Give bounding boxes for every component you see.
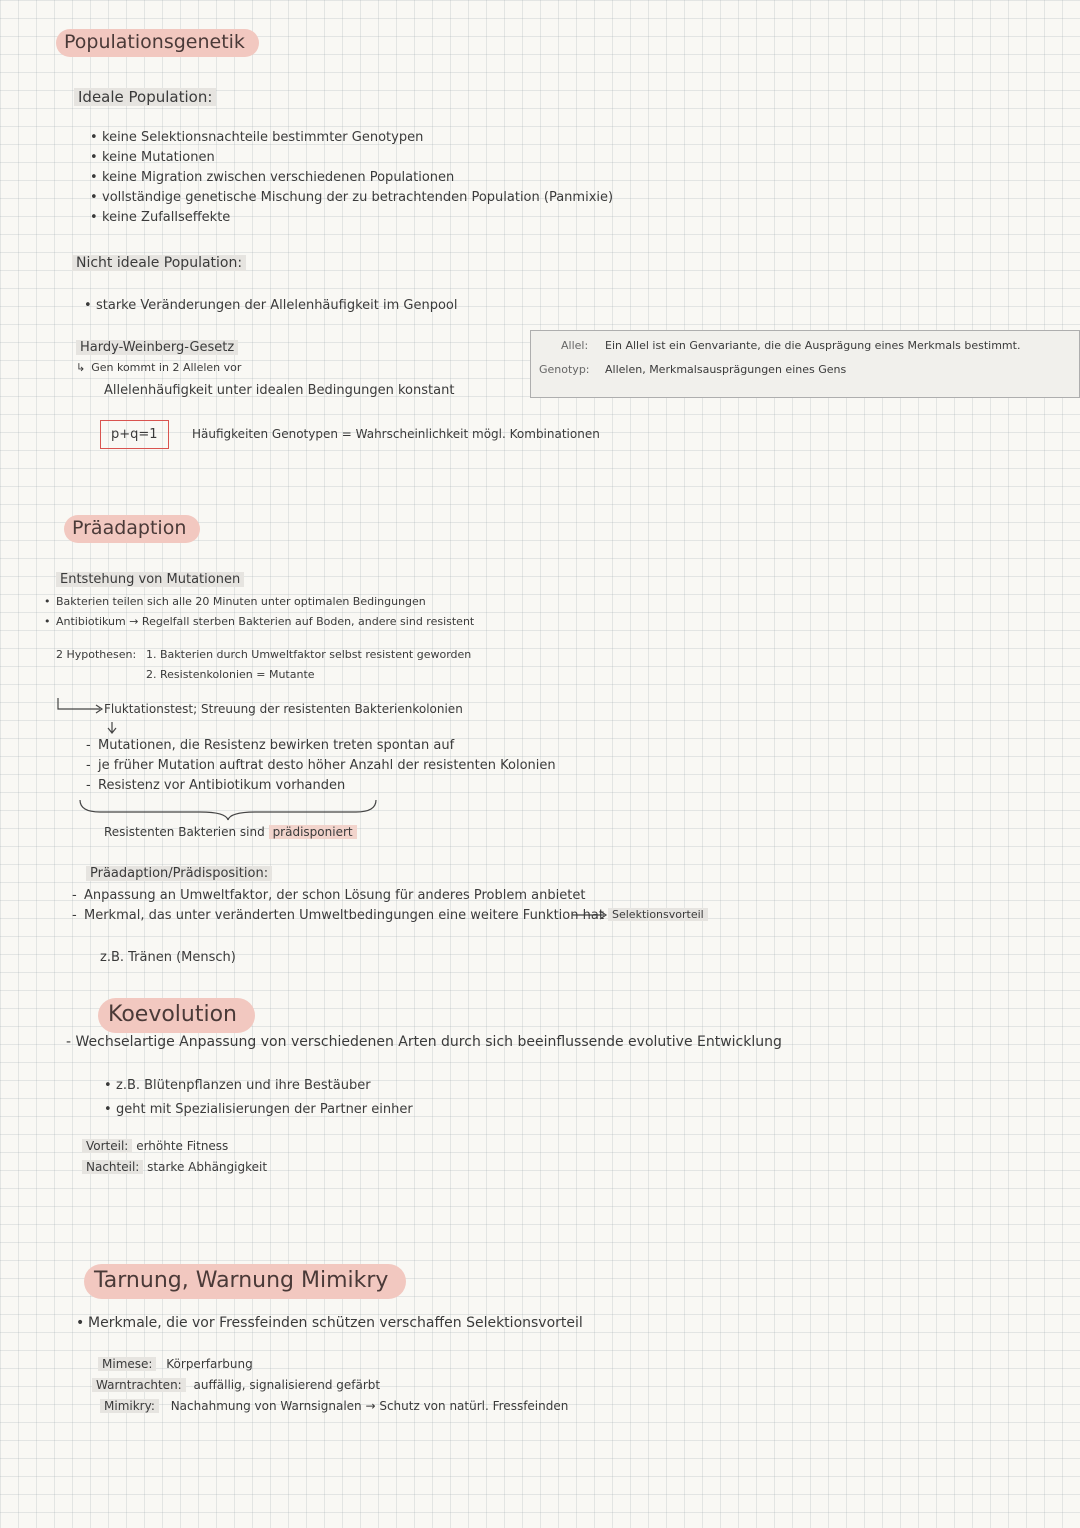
- definition-text-allel: Ein Allel ist ein Genvariante, die die Ausprägung eines Merkmals bestimmt.: [605, 339, 1021, 352]
- list-item: • geht mit Spezialisierungen der Partner einher: [104, 1098, 413, 1122]
- list-item: • keine Zufallseffekte: [90, 208, 613, 228]
- nachteil-text: starke Abhängigkeit: [147, 1160, 268, 1174]
- hypothese-1: 1. Bakterien durch Umweltfaktor selbst resistent geworden: [146, 648, 472, 661]
- definition-term-genotyp: Genotyp:: [539, 363, 590, 376]
- ideale-population-heading: Ideale Population:: [74, 88, 216, 106]
- section-title-populationsgenetik: Populationsgenetik: [56, 29, 259, 57]
- list-item: • vollständige genetische Mischung der zu betrachtenden Population (Panmixie): [90, 188, 613, 208]
- formula-note: Häufigkeiten Genotypen = Wahrscheinlichkeit mögl. Kombinationen: [192, 427, 600, 441]
- vorteil-label: Vorteil:: [82, 1139, 132, 1153]
- nicht-ideale-population-heading: Nicht ideale Population:: [72, 255, 246, 271]
- praedisposition-heading: Präadaption/Prädisposition:: [86, 866, 272, 881]
- hardy-line-gen-text: Gen kommt in 2 Allelen vor: [91, 361, 242, 374]
- entstehung-heading: Entstehung von Mutationen: [56, 572, 244, 587]
- term-label: Mimikry:: [100, 1399, 159, 1413]
- list-item: • starke Veränderungen der Allelenhäufigkeit im Genpool: [84, 296, 457, 316]
- definition-term-allel: Allel:: [561, 339, 589, 352]
- fazit-text: Resistenten Bakterien sind: [104, 825, 265, 839]
- list-item: • Merkmale, die vor Fressfeinden schützen verschaffen Selektionsvorteil: [76, 1313, 583, 1333]
- tarnung-intro-list: [76, 1313, 583, 1333]
- selektionsvorteil-label: Selektionsvorteil: [608, 908, 708, 921]
- term-mimikry: [100, 1399, 568, 1413]
- koevolution-vorteil: [82, 1139, 228, 1153]
- list-item: • Antibiotikum → Regelfall sterben Bakterien auf Boden, andere sind resistent: [44, 612, 474, 632]
- nachteil-label: Nachteil:: [82, 1160, 143, 1174]
- hypothesen-label: 2 Hypothesen:: [56, 648, 137, 661]
- fluktuationstest-line: Fluktationstest; Streuung der resistenten Bakterienkolonien: [104, 702, 463, 716]
- koevolution-list: [104, 1074, 413, 1122]
- term-label: Mimese:: [98, 1357, 156, 1371]
- hardy-line-konstant: Allelenhäufigkeit unter idealen Bedingungen konstant: [104, 383, 455, 398]
- list-item: • z.B. Blütenpflanzen und ihre Bestäuber: [104, 1074, 413, 1098]
- term-label: Warntrachten:: [92, 1378, 186, 1392]
- praedisposition-list: [72, 886, 604, 926]
- list-item: - Merkmal, das unter veränderten Umweltbedingungen eine weitere Funktion hat: [72, 906, 604, 926]
- koevolution-definition: - Wechselartige Anpassung von verschiedenen Arten durch sich beeinflussende evolutive Entwicklung: [66, 1034, 782, 1050]
- term-warntrachten: [92, 1378, 380, 1392]
- arrow-hook-icon: ↳: [76, 361, 86, 374]
- fluktuation-list: [86, 736, 556, 796]
- section-title-praeadaption: Präadaption: [64, 515, 200, 543]
- term-mimese: [98, 1357, 253, 1371]
- term-text: Nachahmung von Warnsignalen → Schutz von natürl. Fressfeinden: [170, 1399, 569, 1413]
- list-item: • keine Selektionsnachteile bestimmter Genotypen: [90, 128, 613, 148]
- list-item: • Bakterien teilen sich alle 20 Minuten unter optimalen Bedingungen: [44, 592, 474, 612]
- formula-box: p+q=1: [100, 420, 169, 449]
- list-item: • keine Mutationen: [90, 148, 613, 168]
- list-item: - Mutationen, die Resistenz bewirken treten spontan auf: [86, 736, 556, 756]
- list-item: - je früher Mutation auftrat desto höher Anzahl der resistenten Kolonien: [86, 756, 556, 776]
- fazit-line: [104, 825, 357, 839]
- section-title-tarnung: Tarnung, Warnung Mimikry: [84, 1264, 406, 1299]
- list-item: - Resistenz vor Antibiotikum vorhanden: [86, 776, 556, 796]
- term-text: Körperfarbung: [166, 1357, 253, 1371]
- koevolution-definition-text: Wechselartige Anpassung von verschiedenen Arten durch sich beeinflussende evolutive Entwicklung: [75, 1034, 782, 1050]
- koevolution-nachteil: [82, 1160, 267, 1174]
- definition-text-genotyp: Allelen, Merkmalsausprägungen eines Gens: [605, 363, 847, 376]
- vorteil-text: erhöhte Fitness: [136, 1139, 229, 1153]
- list-item: • keine Migration zwischen verschiedenen Populationen: [90, 168, 613, 188]
- fazit-highlight: prädisponiert: [269, 825, 357, 839]
- hardy-weinberg-heading: Hardy-Weinberg-Gesetz: [76, 340, 238, 355]
- list-item: - Anpassung an Umweltfaktor, der schon Lösung für anderes Problem anbietet: [72, 886, 604, 906]
- section-title-koevolution: Koevolution: [98, 998, 255, 1033]
- term-text: auffällig, signalisierend gefärbt: [193, 1378, 381, 1392]
- praeadaption-beispiel: z.B. Tränen (Mensch): [100, 950, 236, 965]
- hypothese-2: 2. Resistenkolonien = Mutante: [146, 668, 315, 681]
